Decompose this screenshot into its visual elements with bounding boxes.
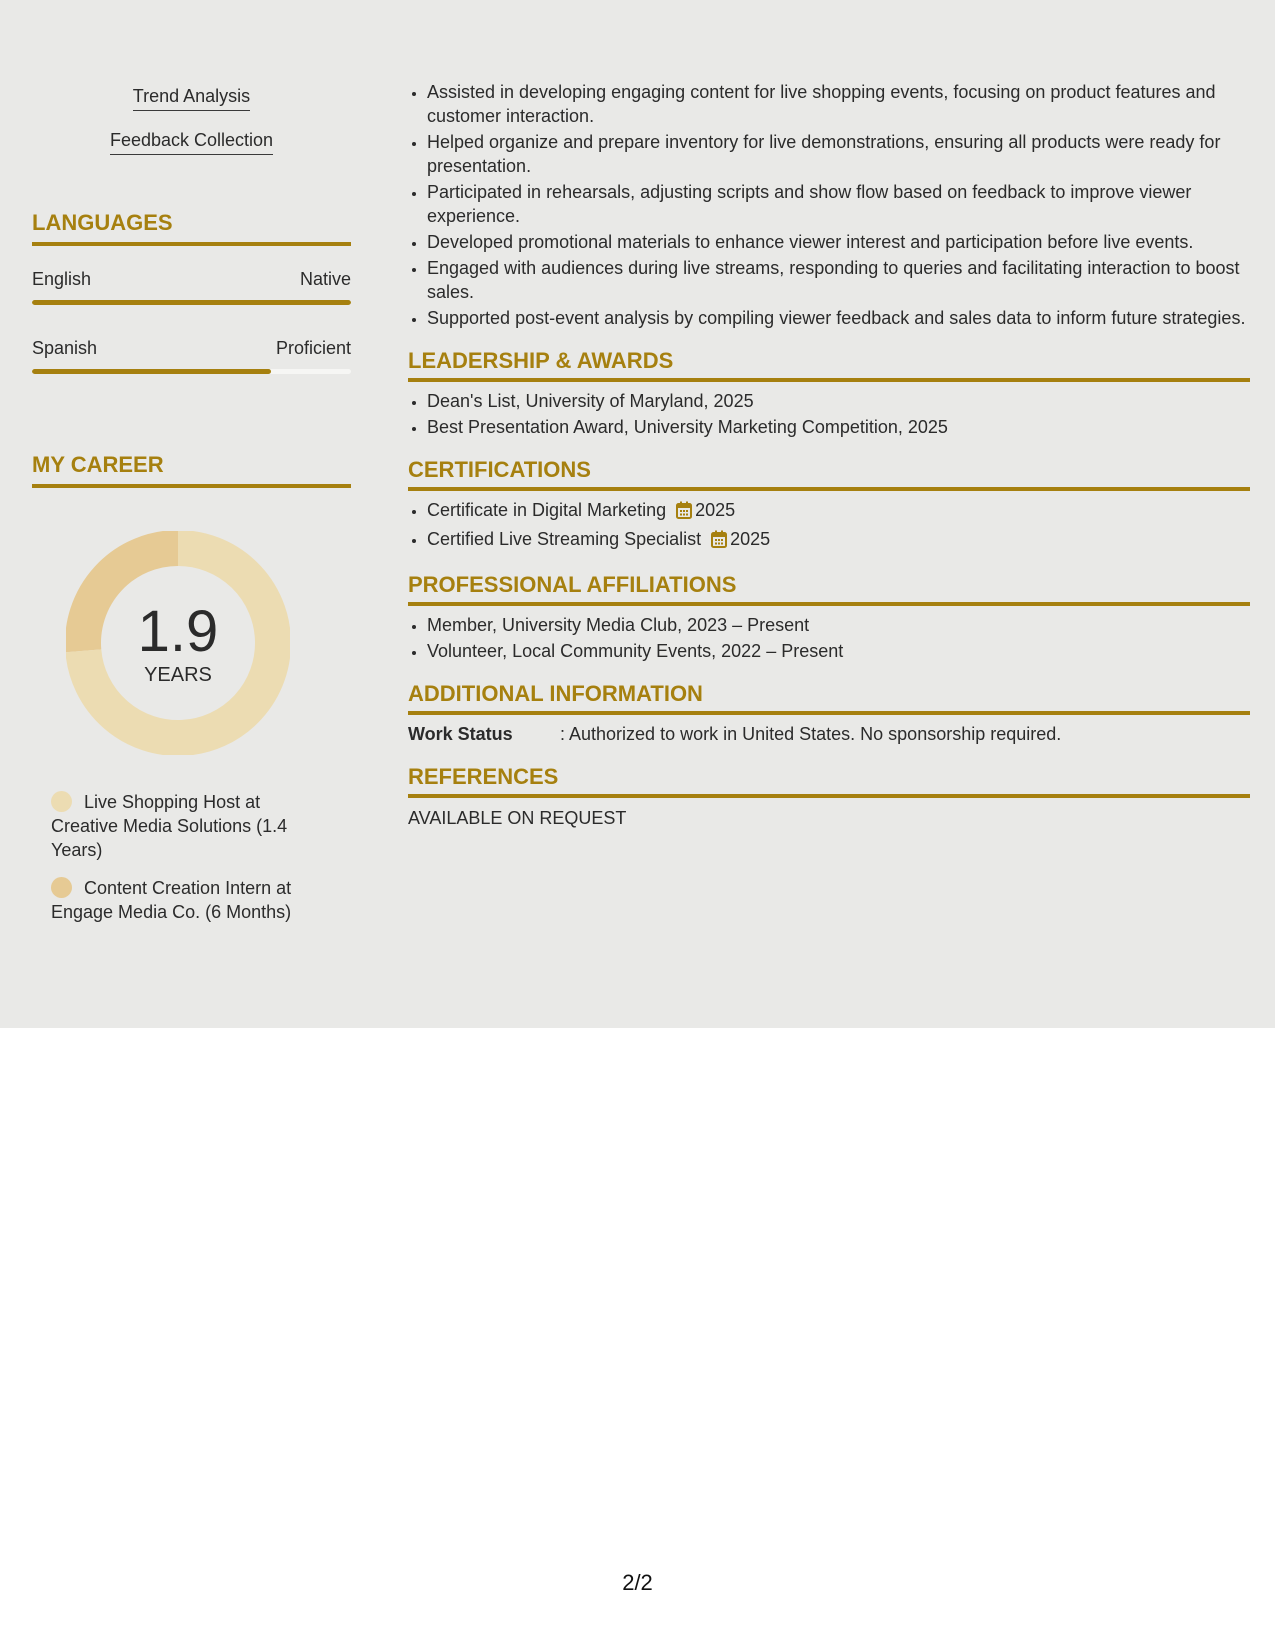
certifications-heading: CERTIFICATIONS (408, 456, 1250, 491)
list-item: • Assisted in developing engaging content for live shopping events, focusing on product features and customer interaction. (427, 80, 1250, 128)
legend-label: Live Shopping Host at Creative Media Solutions (1.4 Years) (51, 792, 288, 860)
calendar-icon (676, 501, 692, 525)
list-item (427, 498, 1250, 525)
list-item: • Volunteer, Local Community Events, 2022 – Present (427, 639, 1250, 663)
legend-dot (51, 877, 72, 898)
language-spanish (32, 336, 351, 374)
language-name: English (32, 269, 92, 289)
skills-list (32, 84, 351, 155)
leadership-list (408, 389, 1250, 439)
language-english (32, 267, 351, 305)
career-donut-chart (66, 531, 290, 755)
certifications-list (408, 498, 1250, 554)
list-item: • Helped organize and prepare inventory for live demonstrations, ensuring all products were ready for presentation. (427, 130, 1250, 178)
list-item: • Dean's List, University of Maryland, 2025 (427, 389, 1250, 413)
certification-year: 2025 (730, 529, 771, 549)
work-status-row (408, 722, 1250, 746)
language-level: Proficient (275, 338, 351, 358)
languages-heading: LANGUAGES (32, 209, 351, 246)
main-content (408, 80, 1250, 830)
list-item: • Best Presentation Award, University Marketing Competition, 2025 (427, 415, 1250, 439)
legend-item (51, 790, 321, 862)
list-item: • Supported post-event analysis by compiling viewer feedback and sales data to inform future strategies. (427, 306, 1250, 330)
language-meter-fill (32, 300, 351, 305)
references-text: AVAILABLE ON REQUEST (408, 808, 627, 828)
legend-dot (51, 791, 72, 812)
additional-info-heading: ADDITIONAL INFORMATION (408, 680, 1250, 715)
legend-item (51, 876, 321, 924)
language-meter (32, 300, 351, 305)
skill-tag: Trend Analysis (133, 84, 250, 111)
affiliations-heading: PROFESSIONAL AFFILIATIONS (408, 571, 1250, 606)
references-heading: REFERENCES (408, 763, 1250, 798)
work-status-label: Work Status (408, 724, 513, 744)
page-number: 2/2 (622, 1570, 653, 1595)
language-level: Native (299, 269, 351, 289)
list-item: • Engaged with audiences during live streams, responding to queries and facilitating interaction to boost sales. (427, 256, 1250, 304)
career-legend (51, 790, 321, 924)
career-heading: MY CAREER (32, 451, 351, 488)
list-item: • Participated in rehearsals, adjusting scripts and show flow based on feedback to improve viewer experience. (427, 180, 1250, 228)
certification-year: 2025 (695, 500, 736, 520)
work-status-value: : Authorized to work in United States. No sponsorship required. (560, 724, 1062, 744)
career-total-unit: YEARS (144, 664, 212, 686)
certification-name: Certified Live Streaming Specialist (427, 529, 702, 549)
affiliations-list (408, 613, 1250, 663)
leadership-heading: LEADERSHIP & AWARDS (408, 347, 1250, 382)
skill-tag: Feedback Collection (110, 128, 273, 155)
list-item: • Developed promotional materials to enhance viewer interest and participation before live events. (427, 230, 1250, 254)
list-item: • Member, University Media Club, 2023 – Present (427, 613, 1250, 637)
certification-name: Certificate in Digital Marketing (427, 500, 667, 520)
list-item (427, 527, 1250, 554)
career-total-value: 1.9 (137, 599, 219, 664)
language-meter (32, 369, 351, 374)
calendar-icon (711, 530, 727, 554)
legend-label: Content Creation Intern at Engage Media Co. (6 Months) (51, 878, 292, 922)
language-name: Spanish (32, 338, 98, 358)
experience-bullets (408, 80, 1250, 330)
language-meter-fill (32, 369, 271, 374)
